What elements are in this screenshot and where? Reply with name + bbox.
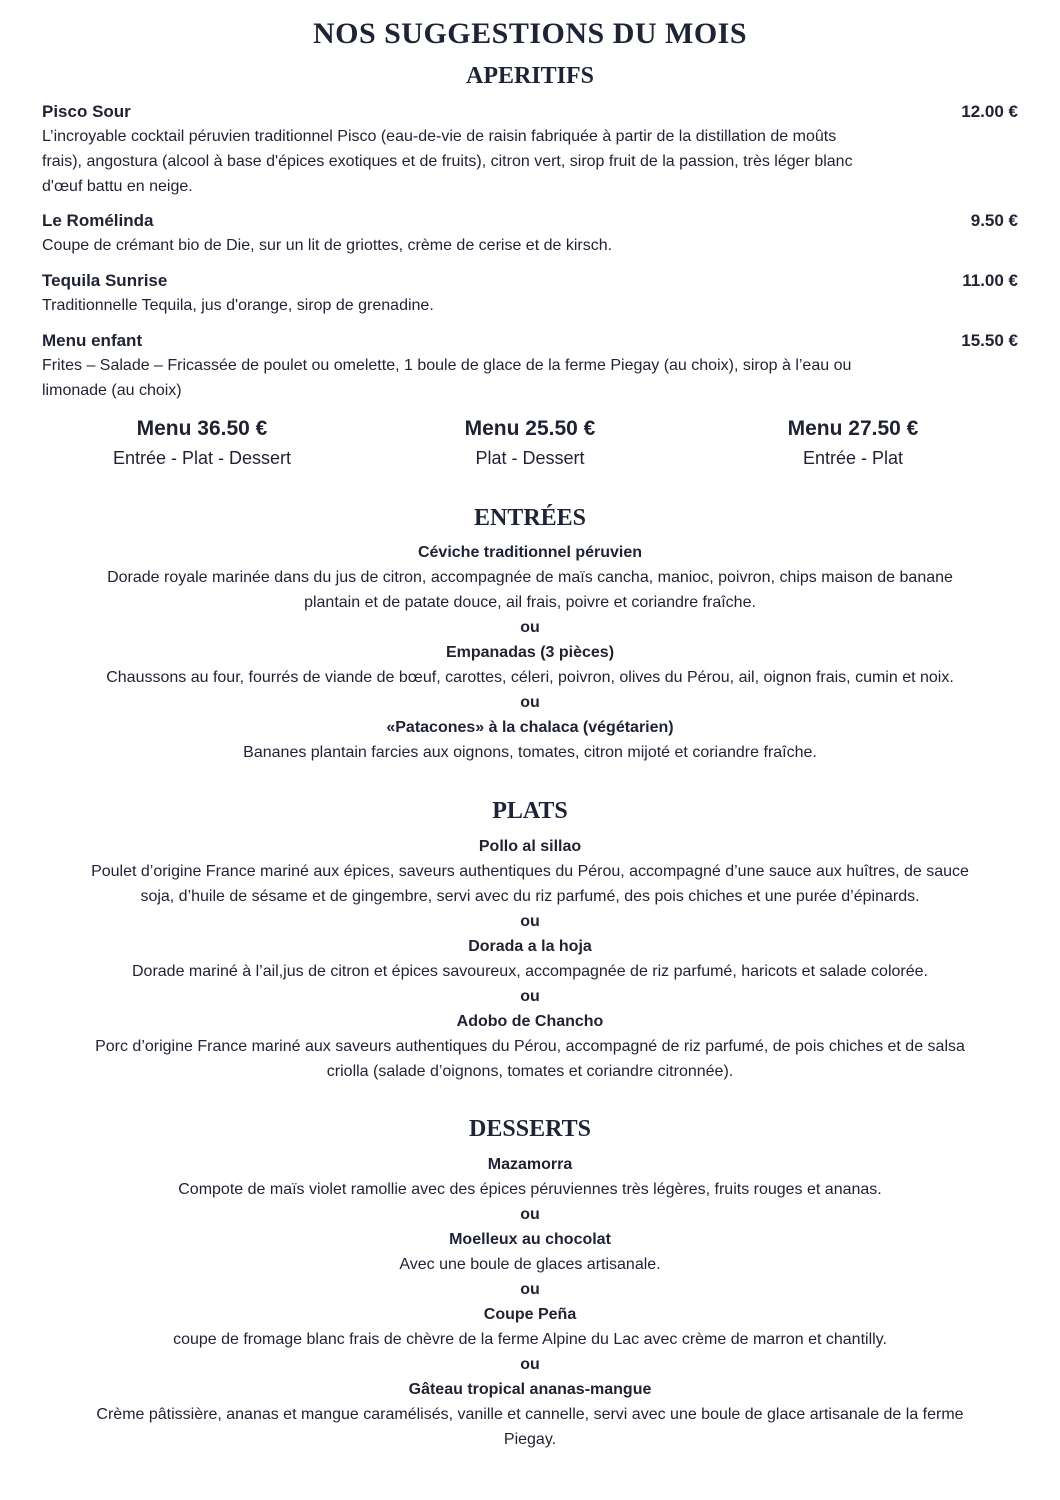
menu-formula: [693, 414, 1013, 472]
dish-description: coupe de fromage blanc frais de chèvre de la ferme Alpine du Lac avec crème de marron et chantilly.: [173, 1331, 887, 1348]
section-title-aperitifs: APERITIFS: [465, 63, 595, 89]
aperitif-price: 12.00 €: [961, 102, 1018, 121]
or-separator: ou: [520, 694, 540, 711]
dish-name: Gâteau tropical ananas-mangue: [408, 1381, 652, 1398]
or-separator: ou: [520, 1356, 540, 1373]
menu-formula-courses: Entrée - Plat: [802, 448, 904, 468]
or-separator: ou: [520, 619, 540, 636]
aperitif-name: Menu enfant: [42, 331, 143, 350]
desserts-list: [40, 1152, 1020, 1452]
aperitif-item: [42, 329, 1018, 403]
menu-formula-price: Menu 36.50 €: [136, 417, 268, 440]
dish-description: criolla (salade d’oignons, tomates et coriandre citronnée).: [326, 1063, 734, 1080]
menu-formula: [370, 414, 690, 472]
or-separator: ou: [520, 913, 540, 930]
dish-description: Avec une boule de glaces artisanale.: [399, 1256, 661, 1273]
dish-description: Piegay.: [503, 1431, 557, 1448]
dish-description: Porc d’origine France mariné aux saveurs authentiques du Pérou, accompagné de riz parfumé, de pois chiches et de salsa: [95, 1038, 965, 1055]
dish-description: soja, d’huile de sésame et de gingembre, servi avec du riz parfumé, des pois chiches et une purée d’épinards.: [140, 888, 920, 905]
dish-description: Bananes plantain farcies aux oignons, tomates, citron mijoté et coriandre fraîche.: [243, 744, 817, 761]
menu-formula-courses: Entrée - Plat - Dessert: [112, 448, 292, 468]
aperitif-price: 11.00 €: [962, 271, 1018, 290]
aperitif-description: L’incroyable cocktail péruvien traditionnel Pisco (eau-de-vie de raisin fabriquée à partir de la distillation de moûts frais), angostura (alcool à base d'épices exotiques et de fruits), citron vert, sirop fruit de la passion, très léger blanc d'œuf battu en neige.: [42, 128, 853, 195]
section-title-plats: PLATS: [492, 798, 568, 824]
dish-name: Coupe Peña: [483, 1306, 577, 1323]
dish-name: Pollo al sillao: [478, 838, 582, 855]
or-separator: ou: [520, 1281, 540, 1298]
page-title: NOS SUGGESTIONS DU MOIS: [312, 17, 748, 50]
menu-formula-price: Menu 27.50 €: [787, 417, 919, 440]
dish-name: Empanadas (3 pièces): [445, 644, 615, 661]
dish-name: Mazamorra: [487, 1156, 573, 1173]
section-title-entrees: ENTRÉES: [473, 505, 587, 531]
or-separator: ou: [520, 988, 540, 1005]
dish-name: Dorada a la hoja: [468, 938, 592, 955]
dish-description: Crème pâtissière, ananas et mangue caramélisés, vanille et cannelle, servi avec une boule de glace artisanale de la ferme: [96, 1406, 964, 1423]
aperitif-item: [42, 100, 1018, 199]
aperitif-description: Coupe de crémant bio de Die, sur un lit de griottes, crème de cerise et de kirsch.: [42, 237, 613, 254]
dish-name: «Patacones» à la chalaca (végétarien): [386, 719, 674, 736]
dish-description: Dorade mariné à l’ail,jus de citron et épices savoureux, accompagnée de riz parfumé, haricots et salade colorée.: [132, 963, 928, 980]
dish-description: Poulet d’origine France mariné aux épices, saveurs authentiques du Pérou, accompagné d’une sauce aux huîtres, de sauce: [91, 863, 969, 880]
entrees-list: [40, 540, 1020, 765]
aperitif-description: Traditionnelle Tequila, jus d'orange, sirop de grenadine.: [42, 297, 434, 314]
or-separator: ou: [520, 1206, 540, 1223]
menu-formula-courses: Plat - Dessert: [475, 448, 585, 468]
aperitif-item: [42, 209, 1018, 258]
menu-formula: [42, 414, 362, 472]
aperitif-name: Pisco Sour: [42, 102, 131, 121]
aperitif-price: 15.50 €: [961, 331, 1018, 350]
dish-name: Céviche traditionnel péruvien: [417, 544, 643, 561]
dish-description: Compote de maïs violet ramollie avec des épices péruviennes très légères, fruits rouges et ananas.: [178, 1181, 882, 1198]
menu-formula-price: Menu 25.50 €: [464, 417, 596, 440]
dish-description: plantain et de patate douce, ail frais, poivre et coriandre fraîche.: [304, 594, 756, 611]
aperitif-item: [42, 269, 1018, 318]
dish-name: Adobo de Chancho: [456, 1013, 604, 1030]
aperitif-description: Frites – Salade – Fricassée de poulet ou omelette, 1 boule de glace de la ferme Piegay (au choix), sirop à l’eau ou limonade (au choix): [42, 357, 852, 399]
plats-list: [40, 834, 1020, 1084]
aperitif-name: Tequila Sunrise: [42, 271, 168, 290]
dish-name: Moelleux au chocolat: [449, 1231, 611, 1248]
dish-description: Chaussons au four, fourrés de viande de bœuf, carottes, céleri, poivron, olives du Pérou, ail, oignon frais, cumin et noix.: [106, 669, 954, 686]
aperitif-name: Le Romélinda: [42, 211, 154, 230]
section-title-desserts: DESSERTS: [469, 1116, 591, 1142]
aperitif-price: 9.50 €: [970, 211, 1018, 230]
dish-description: Dorade royale marinée dans du jus de citron, accompagnée de maïs cancha, manioc, poivron, chips maison de banane: [107, 569, 953, 586]
